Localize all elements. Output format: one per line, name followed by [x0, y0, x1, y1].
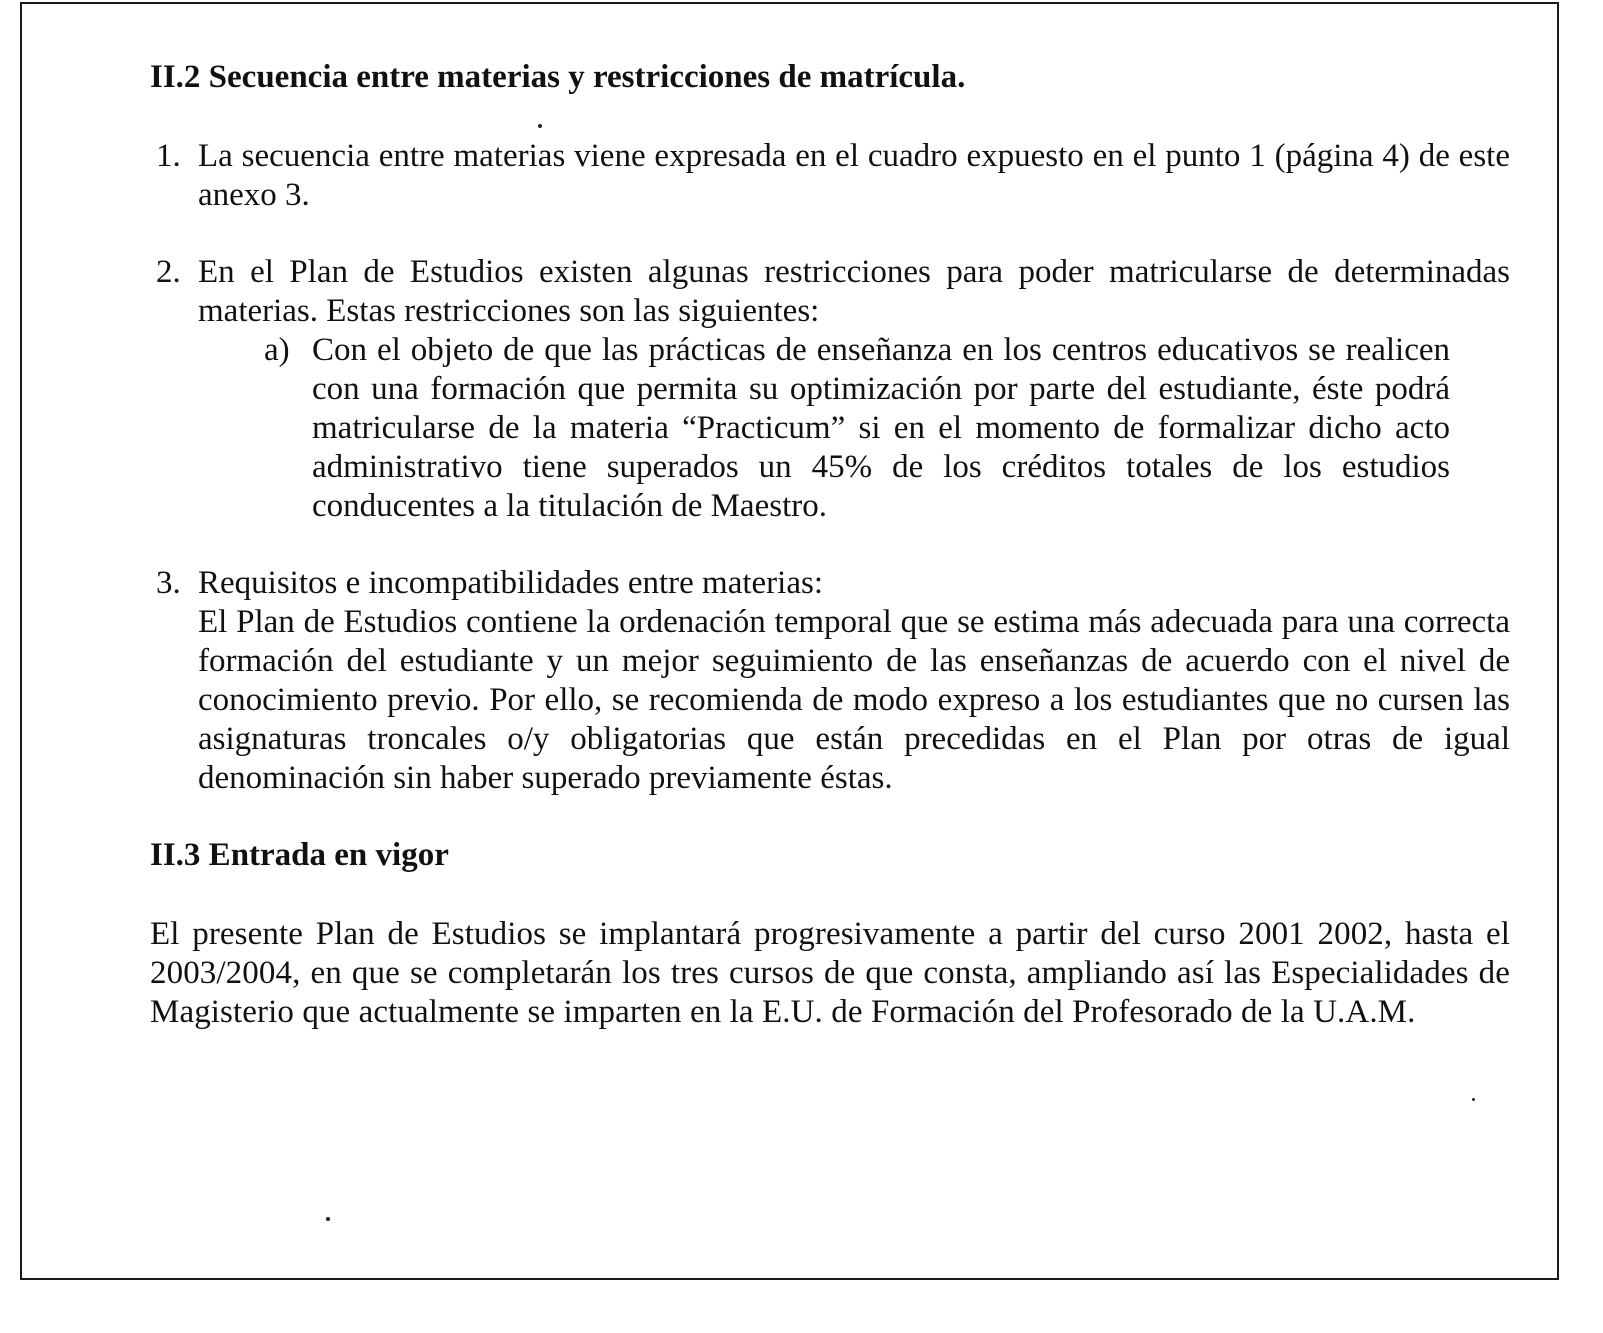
list-number: 1. [156, 138, 181, 174]
scan-speck [1472, 1098, 1475, 1101]
list-number: 2. [156, 254, 181, 290]
sub-letter: a) [264, 332, 290, 368]
list-title: Requisitos e incompatibilidades entre materias: [198, 565, 824, 601]
list-item-1 [150, 137, 1510, 215]
scan-speck [538, 124, 542, 128]
list-item-2 [150, 253, 1510, 331]
section-heading-ii3: II.3 Entrada en vigor [150, 837, 449, 873]
list-item-3 [150, 564, 1510, 603]
sub-item-a [264, 331, 1450, 526]
document-body [150, 58, 1510, 1032]
section-heading-ii2: II.2 Secuencia entre materias y restricciones de matrícula. [150, 59, 966, 95]
scan-speck [326, 1217, 330, 1221]
list-text: El Plan de Estudios contiene la ordenación temporal que se estima más adecuada para una correcta formación del estudiante y un mejor seguimiento de las enseñanzas de acuerdo con el nivel de conocimiento previo. Por ello, se recomienda de modo expreso a los estudiantes que no cursen las asignaturas troncales o/y obligatorias que están precedidas en el Plan por otras de igual denominación sin haber superado previamente éstas. [198, 604, 1510, 796]
list-text: La secuencia entre materias viene expresada en el cuadro expuesto en el punto 1 (página 4) de este anexo 3. [198, 138, 1510, 213]
list-text: En el Plan de Estudios existen algunas restricciones para poder matricularse de determinadas materias. Estas restricciones son las siguientes: [198, 254, 1510, 329]
implementation-paragraph: El presente Plan de Estudios se implantará progresivamente a partir del curso 2001 2002, hasta el 2003/2004, en que se completarán los tres cursos de que consta, ampliando así las Especialidades de Magisterio que actualmente se imparten en la E.U. de Formación del Profesorado de la U.A.M. [150, 916, 1510, 1030]
list-number: 3. [156, 565, 181, 601]
sub-text: Con el objeto de que las prácticas de enseñanza en los centros educativos se realicen con una formación que permita su optimización por parte del estudiante, éste podrá matricularse de la materia “Practicum” si en el momento de formalizar dicho acto administrativo tiene superados un 45% de los créditos totales de los estudios conducentes a la titulación de Maestro. [312, 332, 1450, 524]
